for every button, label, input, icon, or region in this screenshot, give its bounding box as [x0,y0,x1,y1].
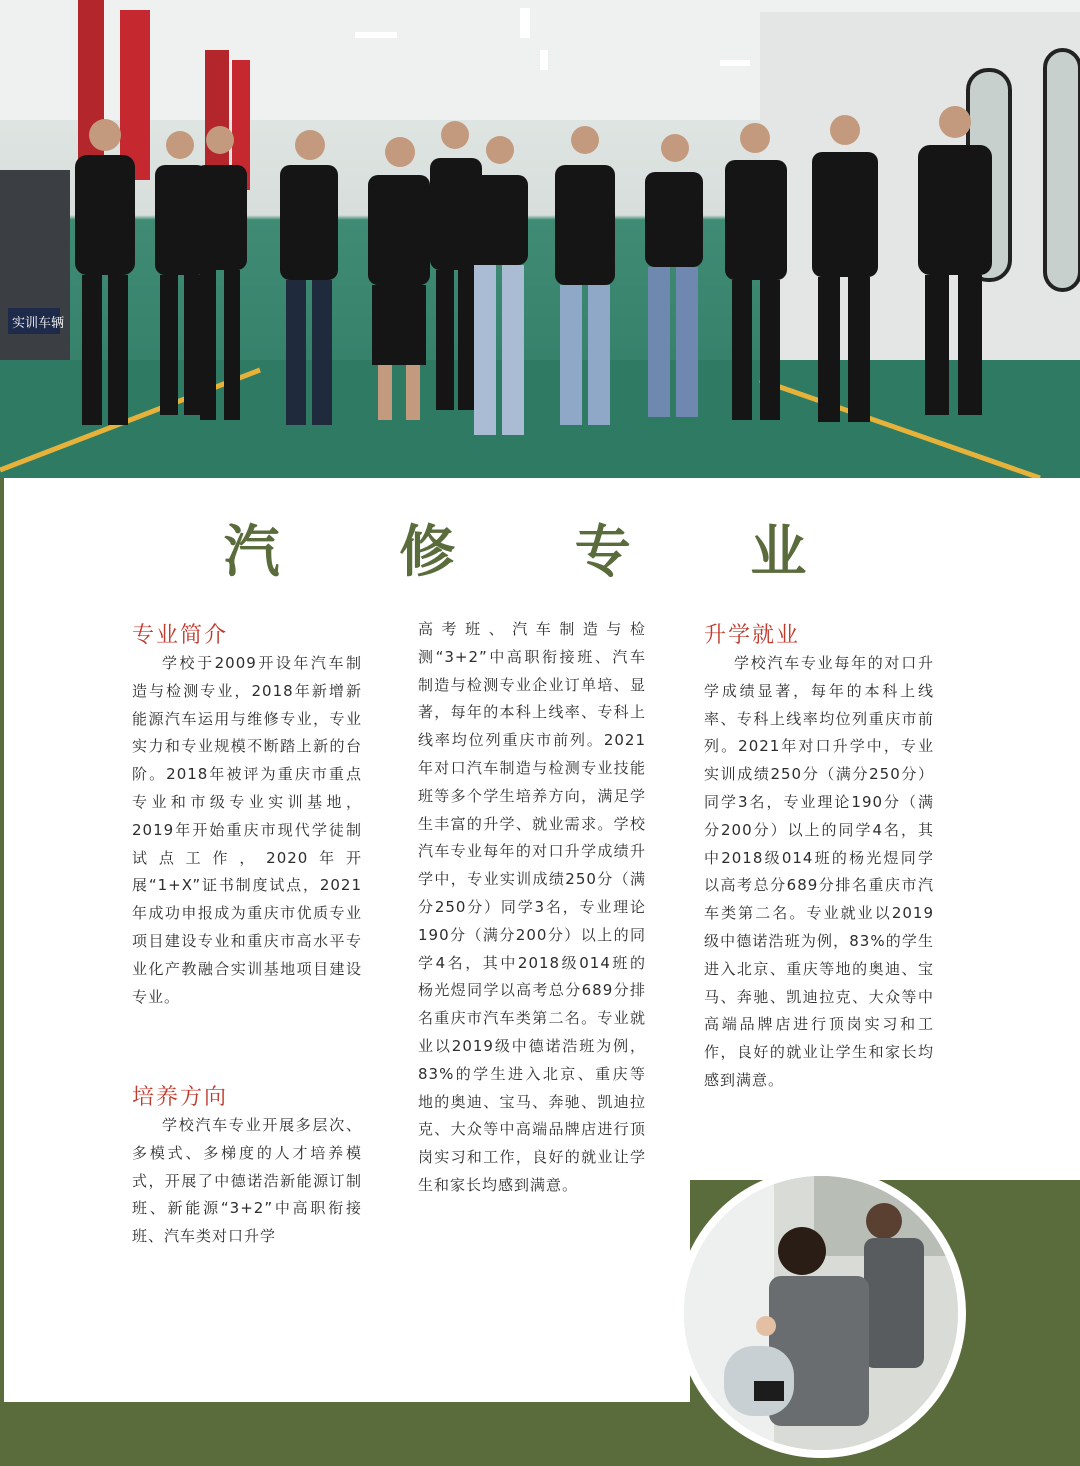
employment-paragraph: 学校汽车专业每年的对口升学成绩显著，每年的本科上线率、专科上线率均位列重庆市前列。2021年对口升学中，专业实训成绩250分（满分250分）同学3名，专业理论190分（满分200分）以上的同学4名，其中2018级014班的杨光煜同学以高考总分689分排名重庆市汽车类第二名。专业就业以2019级中德诺浩班为例，83%的学生进入北京、重庆等地的奥迪、宝马、奔驰、凯迪拉克、大众等中高端品牌店进行顶岗实习和工作，良好的就业让学生和家长均感到满意。 [704,654,934,1089]
team-photo [0,0,1080,478]
section-heading-training: 培养方向 [132,1085,229,1110]
section-heading-intro: 专业简介 [132,623,229,648]
students-working-illustration [684,1176,958,1450]
section-heading-employment: 升学就业 [704,623,801,648]
intro-paragraph: 学校于2009开设年汽车制造与检测专业，2018年新增新能源汽车运用与维修专业，专业实力和专业规模不断踏上新的台阶。2018年被评为重庆市重点专业和市级专业实训基地，2019年开始重庆市现代学徒制试点工作，2020年开展“1+X”证书制度试点，2021年成功申报成为重庆市优质专业项目建设专业和重庆市高水平专业化产教融合实训基地项目建设专业。 [132,654,362,1006]
team-photo-illustration [0,0,1080,478]
middle-paragraph: 高考班、汽车制造与检测“3+2”中高职衔接班、汽车制造与检测专业企业订单培、显著，每年的本科上线率、专科上线率均位列重庆市前列。2021年对口汽车制造与检测专业技能班等多个学生培养方向，满足学生丰富的升学、就业需求。学校汽车专业每年的对口升学成绩升学中，专业实训成绩250分（满分250分）同学3名，专业理论190分（满分200分）以上的同学4名，其中2018级014班的杨光煜同学以高考总分689分排名重庆市汽车类第二名。专业就业以2019级中德诺浩班为例，83%的学生进入北京、重庆等地的奥迪、宝马、奔驰、凯迪拉克、大众等中高端品牌店进行顶岗实习和工作，良好的就业让学生和家长均感到满意。 [418,620,646,1194]
left-border [0,478,4,1466]
employment-column [704,650,934,1095]
middle-column [418,616,646,1200]
page-title: 汽 修 专 业 [223,519,857,585]
intro-column [132,650,362,1011]
training-paragraph: 学校汽车专业开展多层次、多模式、多梯度的人才培养模式，开展了中德诺浩新能源订制班、新能源“3+2”中高职衔接班、汽车类对口升学 [132,1116,362,1246]
training-column [132,1112,362,1251]
training-vehicle-sign: 实训车辆 [12,316,65,331]
students-working-photo [676,1168,966,1458]
